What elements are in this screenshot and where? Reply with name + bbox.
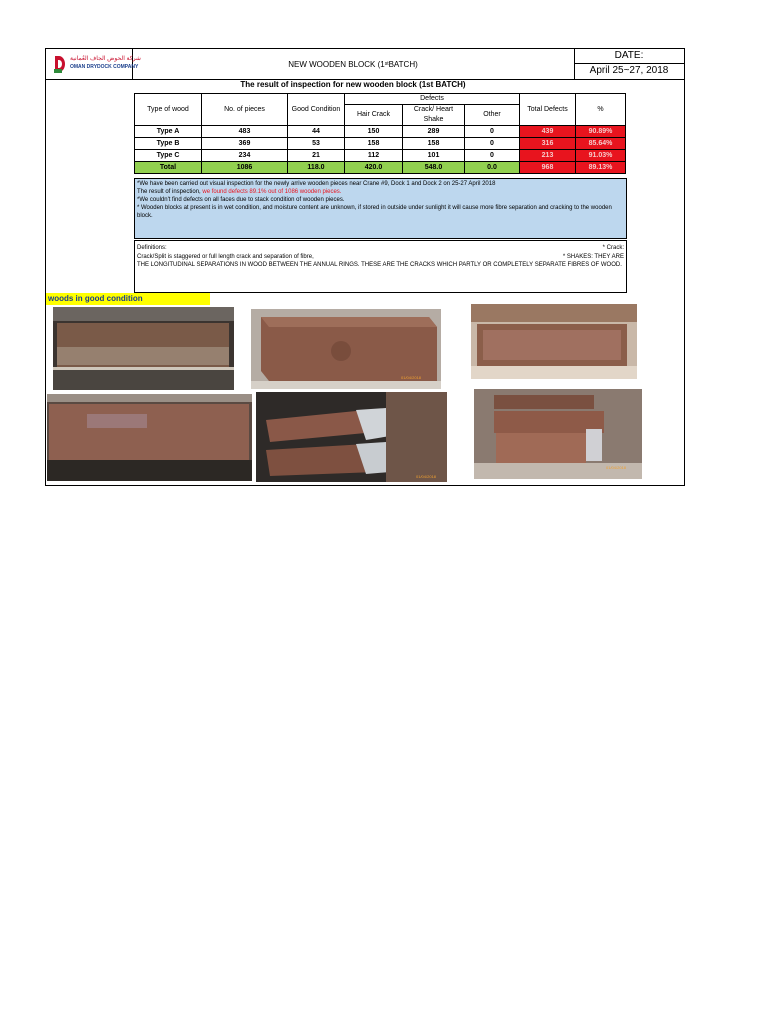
company-logo xyxy=(46,49,141,79)
wood-photo-6 xyxy=(474,389,642,479)
table-row: Type A 483 44 150 289 0 439 90.89% xyxy=(135,126,626,138)
company-name-english: OMAN DRYDOCK COMPANY xyxy=(70,64,139,70)
good-condition-label: woods in good condition xyxy=(46,293,210,305)
col-header-defects: Defects xyxy=(345,94,520,105)
results-table xyxy=(134,93,626,174)
header-row xyxy=(46,49,684,80)
results-title: The result of inspection for new wooden block (1st BATCH) xyxy=(240,80,466,89)
col-header-hair: Hair Crack xyxy=(345,105,403,126)
defect-highlight: we found defects 89.1% out of 1086 wooden pieces. xyxy=(202,189,342,195)
svg-text:01/04/2018: 01/04/2018 xyxy=(401,375,422,380)
table-total-row: Total 1086 118.0 420.0 548.0 0.0 968 89.13% xyxy=(135,162,626,174)
date-value: April 25~27, 2018 xyxy=(589,65,669,76)
col-header-total: Total Defects xyxy=(520,94,576,126)
inspection-sheet xyxy=(45,48,685,486)
definitions-box: Definitions: * Crack: Crack/Split is staggered or full length crack and separation of fibre, * SHAKES: THEY ARE THE LONGITUDINAL SEPARATIONS IN WOOD BETWEEN THE ANNUAL RINGS. THESE ARE THE CRACKS WHICH PARTLY OR COMPLETELY SEPARATE FIBRES OF WOOD. xyxy=(134,240,627,293)
col-header-pieces: No. of pieces xyxy=(202,94,288,126)
inspection-notes: *We have been carried out visual inspection for the newly arrive wooden pieces near Crane #9, Dock 1 and Dock 2 on 25-27 April 2018 The result of inspection, we found defects 89.1% out of 1086 wooden pieces. *We couldn't find defects on all faces due to stack condition of wooden pieces. * Wooden blocks at present is in wet condition, and moisture content are unknown, if stored in outside under sunlight it will cause more fibre separation and cracking to the wooden block. xyxy=(134,178,627,239)
col-header-other: Other xyxy=(465,105,520,126)
table-row: Type C 234 21 112 101 0 213 91.03% xyxy=(135,150,626,162)
col-header-crack: Crack/ Heart Shake xyxy=(403,105,465,126)
col-header-pct: % xyxy=(576,94,626,126)
table-row: Type B 369 53 158 158 0 316 85.64% xyxy=(135,138,626,150)
wood-photo-3 xyxy=(471,304,637,379)
page-title: NEW WOODEN BLOCK (1 st BATCH) xyxy=(132,49,575,79)
svg-text:01/04/2018: 01/04/2018 xyxy=(416,474,437,479)
wood-photo-1 xyxy=(53,307,234,390)
company-name-arabic: شركة الحوض الجاف العُمانية xyxy=(70,56,141,62)
wood-photo-5 xyxy=(256,392,447,482)
wood-photo-2 xyxy=(251,309,441,389)
odc-logo-icon xyxy=(54,55,66,73)
svg-text:01/04/2018: 01/04/2018 xyxy=(606,465,627,470)
col-header-type: Type of wood xyxy=(135,94,202,126)
wood-photo-4 xyxy=(47,394,252,481)
col-header-good: Good Condition xyxy=(288,94,345,126)
date-label: DATE: xyxy=(574,49,684,64)
